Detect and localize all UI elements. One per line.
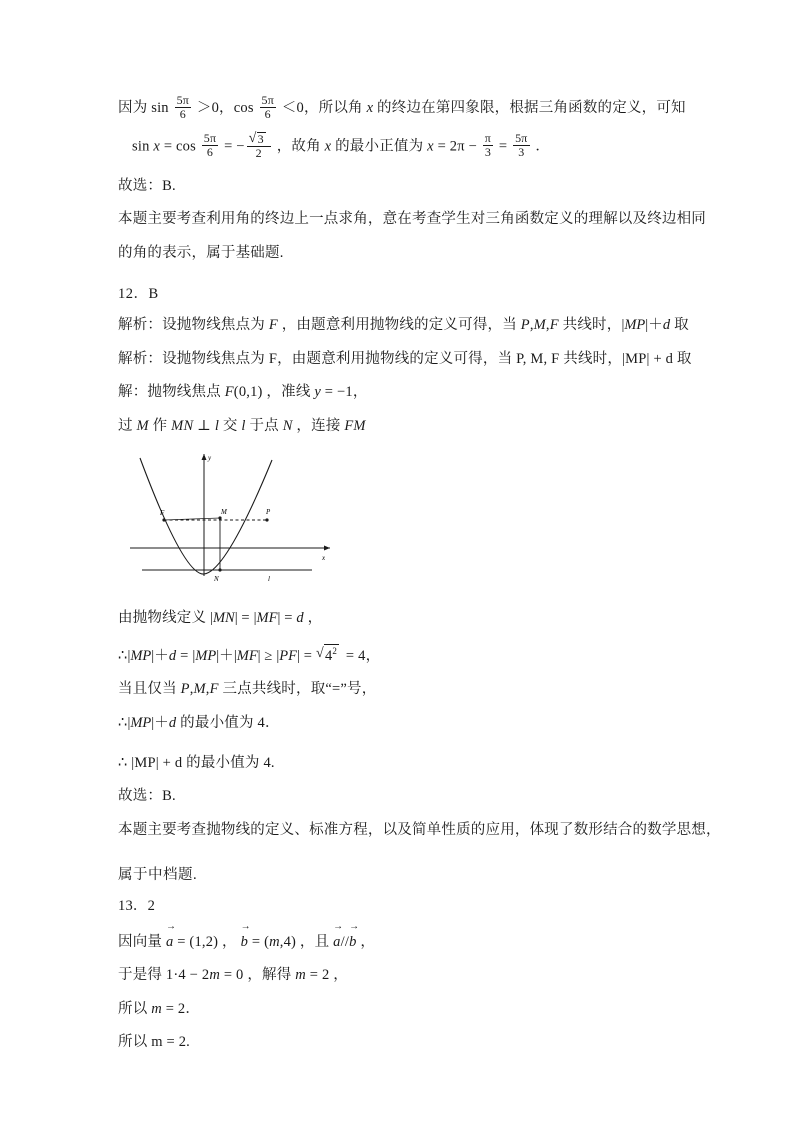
svg-text:F: F bbox=[160, 509, 165, 518]
paragraph-line: ∴ |MP| + d 的最小值为 4. bbox=[118, 754, 275, 771]
paragraph-line: 当且仅当 P,M,F 三点共线时，取“=”号， bbox=[118, 681, 377, 698]
paragraph-line: ∴|MP|＋d = |MP|＋|MF| ≥ |PF| = √ $4^2 = 4$， bbox=[118, 644, 690, 667]
svg-text:M: M bbox=[221, 508, 227, 517]
paragraph-line: 因向量 → a = (1,2) ， → b = (m,4) ，且 → a// → b ， bbox=[118, 920, 376, 950]
paragraph-line: sin x = cos $\frac{5\pi}{6}$ = − √ $\frac{3}{2}$ ，故角 x 的最小正值为 x = 2π − $\frac{\pi}{3}$ = $\frac{5\pi}{3}$ ． bbox=[118, 133, 690, 161]
footer-watermark: 所以 m = 2. bbox=[118, 1034, 191, 1051]
question-number-13: 属于中档题. bbox=[118, 867, 198, 884]
paragraph-line: 本题主要考查抛物线的定义、标准方程，以及简单性质的应用，体现了数形结合的数学思想， bbox=[118, 821, 721, 838]
paragraph-line: 所以 m = 2． bbox=[118, 1000, 201, 1017]
paragraph-line: ∴|MP|＋d 的最小值为 4． bbox=[118, 714, 280, 731]
svg-text:x: x bbox=[322, 554, 326, 563]
paragraph-line: 解析：设抛物线焦点为 F ，由题意利用抛物线的定义可得，当 P,M,F 共线时，|MP|＋d 取 bbox=[118, 317, 689, 334]
paragraph-line: 13．2 bbox=[118, 898, 156, 915]
paragraph-line: 由抛物线定义 |MN| = |MF| = d ， bbox=[118, 610, 323, 627]
paragraph-line: 因为 sin $\frac{5\pi}{6}$ ＞0，cos $\frac{5\pi}{6}$ ＜0，所以角 x 的终边在第四象限，根据三角函数的定义，可知 bbox=[118, 93, 686, 121]
paragraph-line: 于是得 1·4 − 2m = 0 ，解得 m = 2 ， bbox=[118, 967, 348, 984]
svg-text:N: N bbox=[214, 575, 219, 584]
paragraph-line: 的角的表示，属于基础题. bbox=[118, 244, 284, 261]
paragraph-line: 本题主要考查利用角的终边上一点求角，意在考查学生对三角函数定义的理解以及终边相同 bbox=[118, 211, 706, 228]
paragraph-line: 故选：B. bbox=[118, 177, 176, 194]
parabola-diagram bbox=[118, 448, 690, 593]
paragraph-line: 故选：B. bbox=[118, 788, 176, 805]
svg-text:y: y bbox=[208, 454, 212, 463]
question-number-12: 12．B bbox=[118, 286, 159, 303]
svg-text:P: P bbox=[266, 508, 271, 517]
paragraph-line: 解：抛物线焦点 F(0,1) ，准线 y = −1， bbox=[118, 384, 368, 401]
svg-text:l: l bbox=[268, 575, 270, 584]
paragraph-line: 过 M 作 MN ⊥ l 交 l 于点 N ，连接 FM bbox=[118, 417, 366, 434]
paragraph-line: 解析：设抛物线焦点为 F，由题意利用抛物线的定义可得，当 P, M, F 共线时，|MP| + d 取 bbox=[118, 350, 692, 367]
